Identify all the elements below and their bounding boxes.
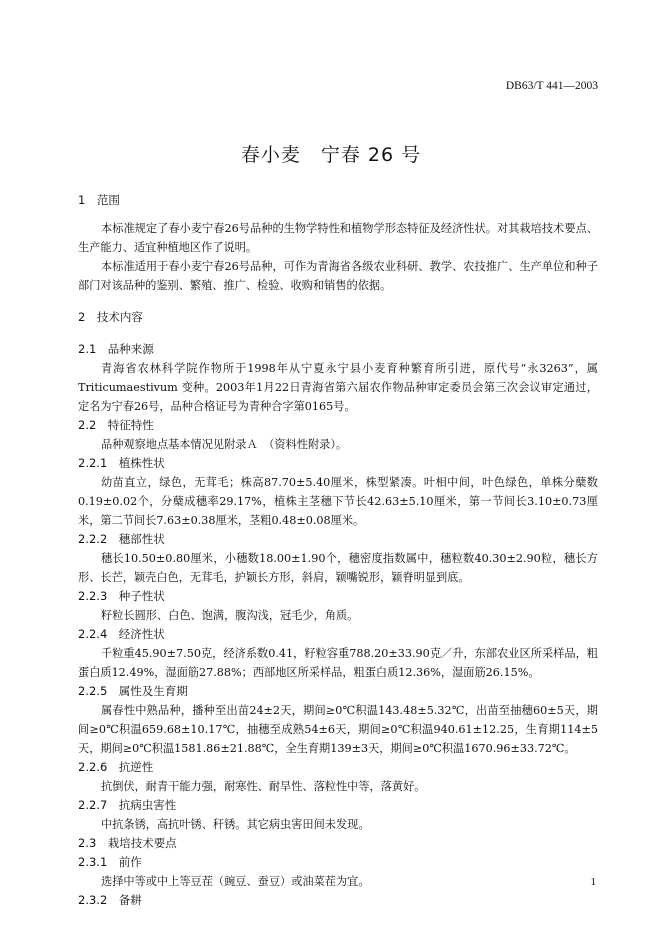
section-2-2-3-paragraph: 籽粒长圆形、白色、饱满，腹沟浅，冠毛少，角质。 xyxy=(101,609,359,622)
section-2-2-heading: 2.2 特征特性 xyxy=(78,418,154,432)
section-2-2-7-paragraph: 中抗条锈，高抗叶锈、秆锈。其它病虫害田间未发现。 xyxy=(101,818,370,831)
section-2-2-4-heading: 2.2.4 经济性状 xyxy=(78,627,165,641)
section-1-paragraph-1: 本标准规定了春小麦宁春26号品种的生物学特性和植物学形态特征及经济性状。对其栽培技术要点、生产能力、适宜种植地区作了说明。 xyxy=(78,222,598,254)
section-2-2-5-heading: 2.2.5 属性及生育期 xyxy=(78,684,188,698)
section-2-2-6-paragraph: 抗倒伏，耐青干能力强，耐寒性、耐旱性、落粒性中等，落黄好。 xyxy=(101,780,426,793)
section-2-3-heading: 2.3 栽培技术要点 xyxy=(78,836,177,850)
section-2-2-1-paragraph: 幼苗直立，绿色，无茸毛；株高87.70±5.40厘米，株型紧凑。叶相中间，叶色绿色，单株分蘖数0.19±0.02个，分蘖成穗率29.17%，植株主茎穗下节长42.63±5.10厘米，第一节间长3.10±0.73厘米，第二节间长7.63±0.38厘米，茎粗0.48±0.08厘米。 xyxy=(78,476,598,527)
section-2-1-paragraph: 青海省农林科学院作物所于1998年从宁夏永宁县小麦育种繁育所引进，原代号“永3263”，属Triticumaestivum 变种。2003年1月22日青海省第六届农作物品种审定委员会第三次会议审定通过，定名为宁春26号，品种合格证号为青种合字第0165号。 xyxy=(78,362,598,413)
section-2-2-1-heading: 2.2.1 植株性状 xyxy=(78,456,165,470)
section-2-2-4-paragraph: 千粒重45.90±7.50克，经济系数0.41，籽粒容重788.20±33.90克／升，东部农业区所采样品，粗蛋白质12.49%，湿面筋27.88%；西部地区所采样品，粗蛋白质12.36%，湿面筋26.15%。 xyxy=(78,647,598,679)
section-2-2-paragraph: 品种观察地点基本情况见附录Ａ （资料性附录）。 xyxy=(101,438,348,451)
section-2-2-6-heading: 2.2.6 抗逆性 xyxy=(78,760,154,774)
section-2-2-3-heading: 2.2.3 种子性状 xyxy=(78,589,165,603)
section-2-3-1-heading: 2.3.1 前作 xyxy=(78,855,142,869)
section-2-3-2-heading: 2.3.2 备耕 xyxy=(78,893,142,907)
section-2-1-heading: 2.1 品种来源 xyxy=(78,342,154,356)
document-code: DB63/T 441—2003 xyxy=(505,80,598,92)
section-1-paragraph-2: 本标准适用于春小麦宁春26号品种，可作为青海省各级农业科研、教学、农技推广、生产单位和种子部门对该品种的鉴别、繁殖、推广、检验、收购和销售的依据。 xyxy=(78,260,598,292)
section-2-heading: 2 技术内容 xyxy=(78,310,143,324)
section-2-2-7-heading: 2.2.7 抗病虫害性 xyxy=(78,798,177,812)
section-2-2-2-paragraph: 穗长10.50±0.80厘米，小穗数18.00±1.90个，穗密度指数属中，穗粒数40.30±2.90粒，穗长方形、长芒，颖壳白色，无茸毛，护颖长方形，斜肩，颖嘴锐形，颖脊明显到底。 xyxy=(78,552,598,584)
document-body xyxy=(78,191,598,910)
document-title: 春小麦 宁春 26 号 xyxy=(240,144,422,166)
page-number: 1 xyxy=(590,876,596,888)
section-2-2-5-paragraph: 属春性中熟品种，播种至出苗24±2天，期间≥0℃积温143.48±5.32℃，出苗至抽穗60±5天，期间≥0℃积温659.68±10.17℃，抽穗至成熟54±6天，期间≥0℃积温940.61±12.25，生育期114±5天，期间≥0℃积温1581.86±21.88℃，全生育期139±3天，期间≥0℃积温1670.96±33.72℃。 xyxy=(78,704,598,755)
section-1-heading: 1 范围 xyxy=(78,193,120,207)
section-2-3-1-paragraph: 选择中等或中上等豆茬（豌豆、蚕豆）或油菜茬为宜。 xyxy=(101,875,370,888)
section-2-2-2-heading: 2.2.2 穗部性状 xyxy=(78,532,165,546)
